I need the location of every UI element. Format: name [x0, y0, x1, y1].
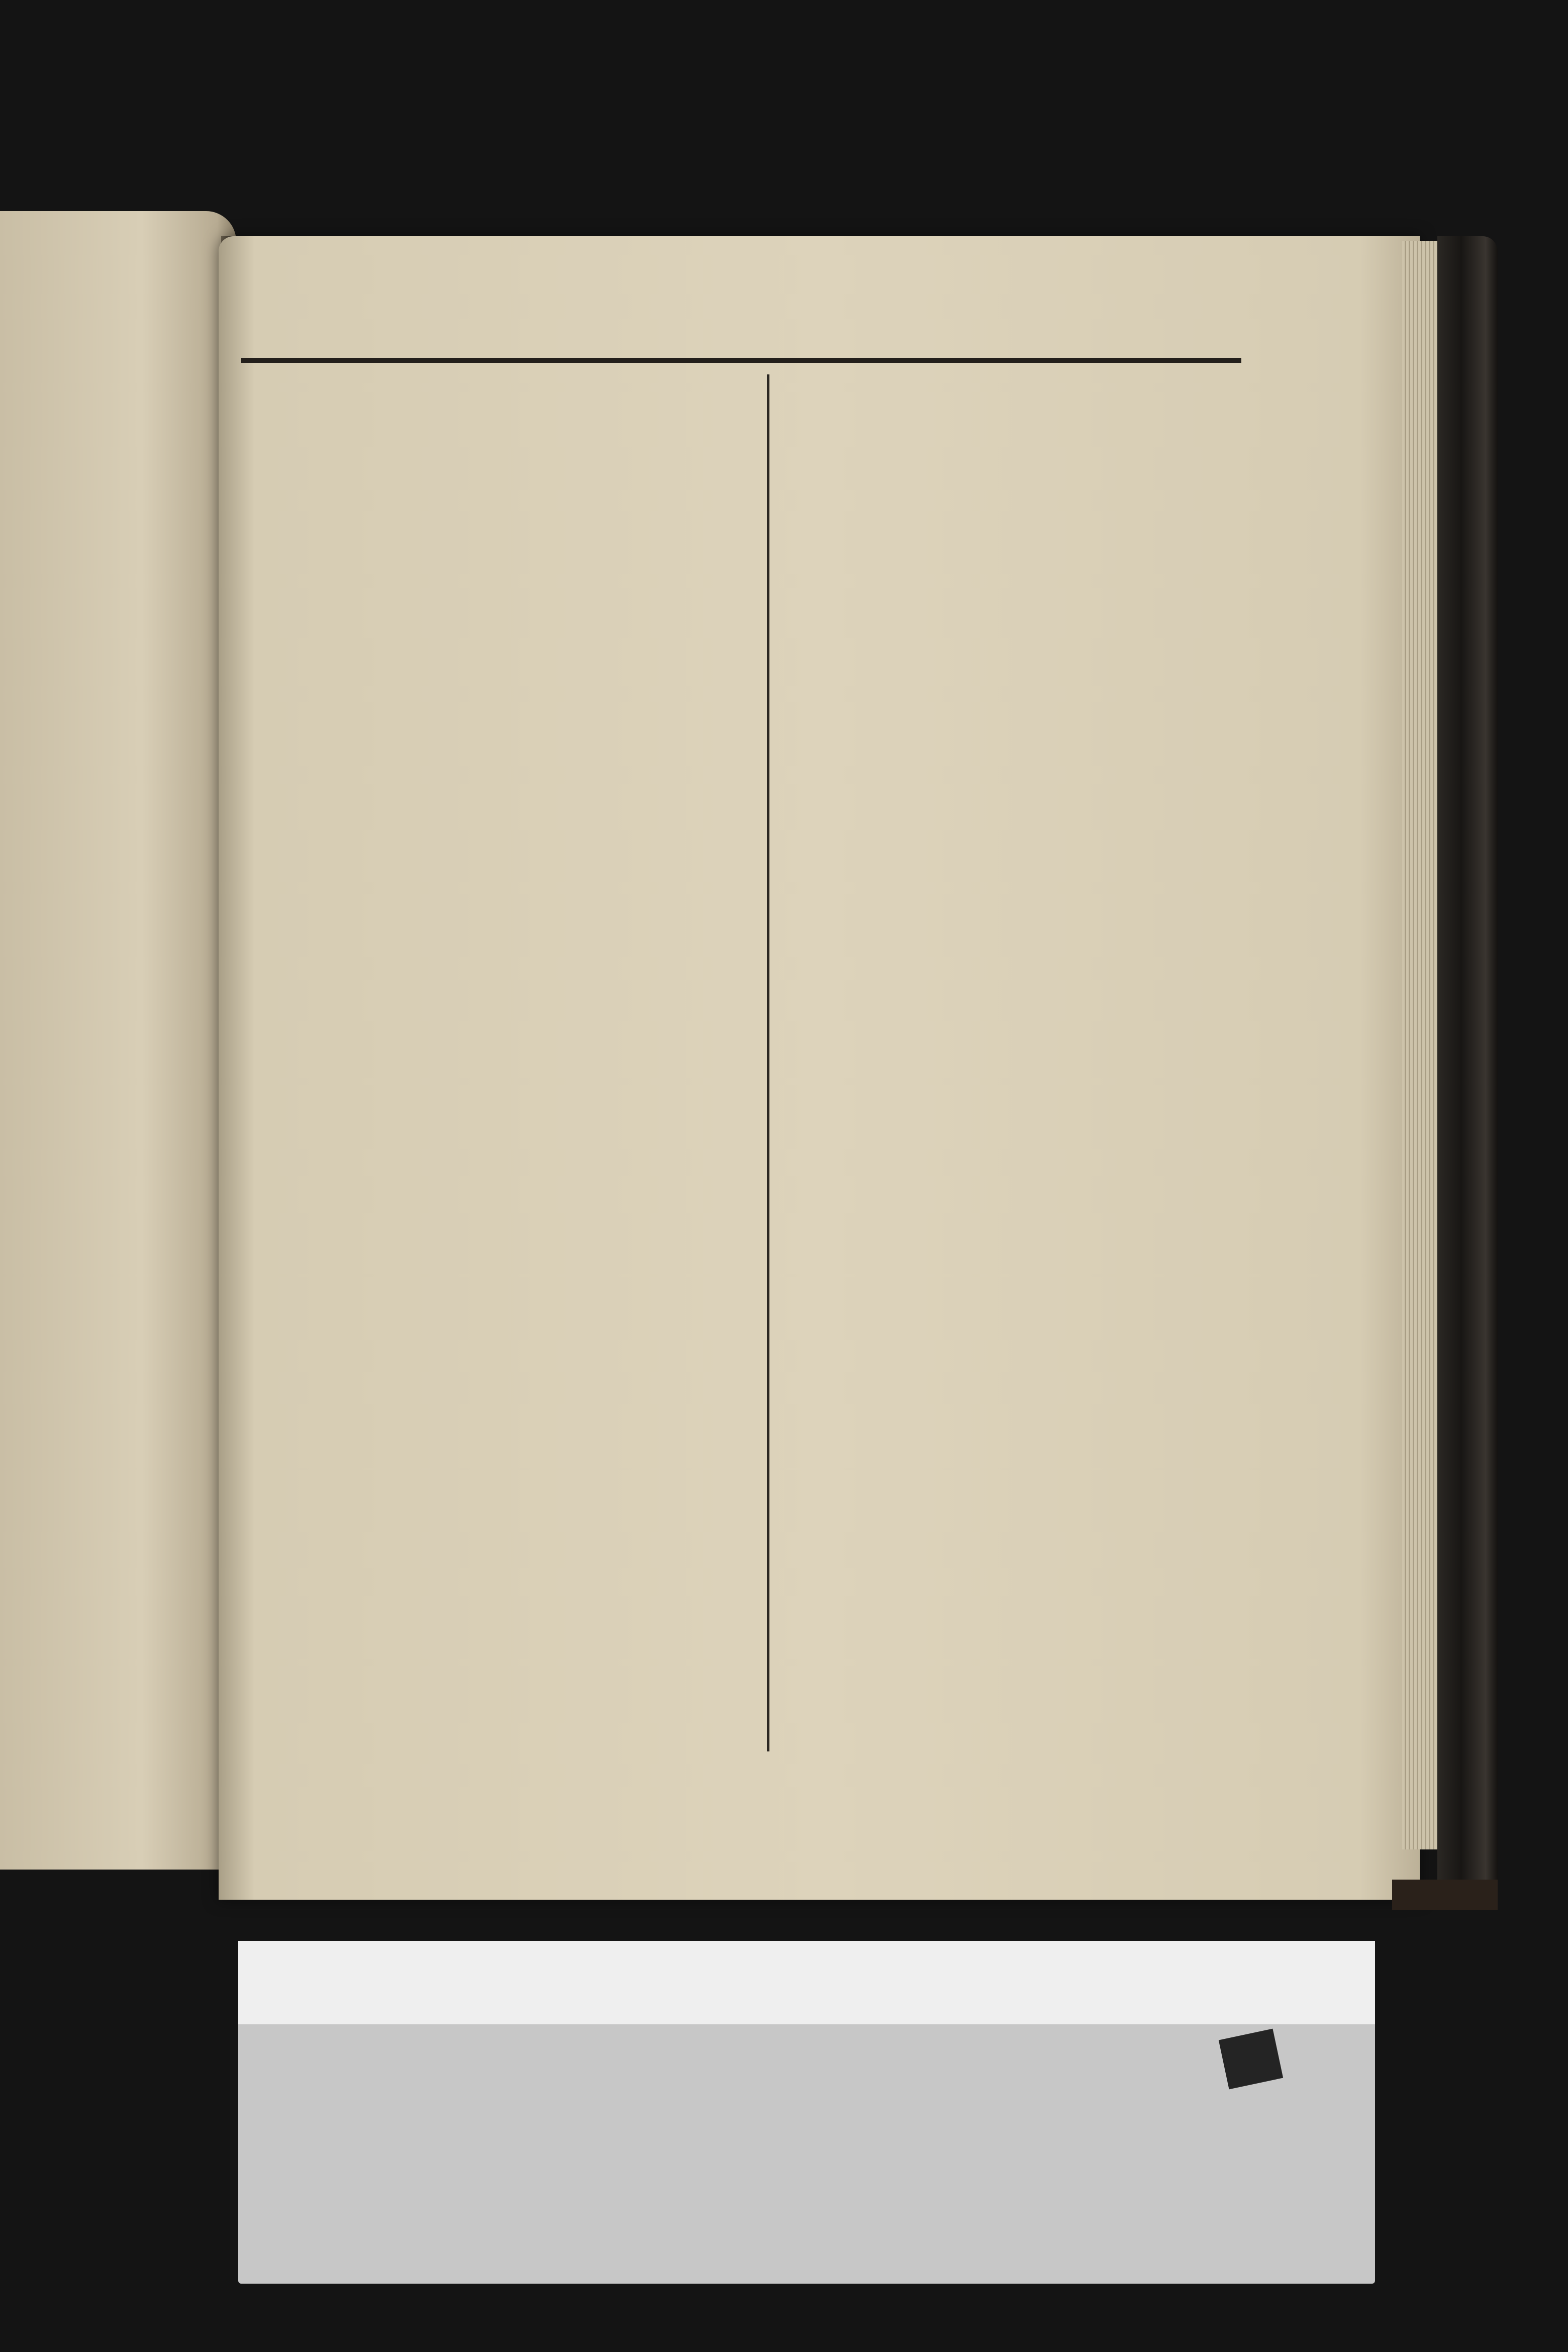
- danes-picta-logo: [1219, 2029, 1283, 2090]
- ruler: [238, 1941, 1375, 2024]
- header-rule: [241, 358, 1241, 363]
- right-page: [219, 236, 1420, 1900]
- book-cover: [1437, 236, 1498, 1900]
- left-page: [0, 211, 236, 1870]
- column-divider: [767, 374, 769, 1751]
- colour-chart: [238, 1941, 1375, 2284]
- book-cover-foot: [1392, 1880, 1498, 1910]
